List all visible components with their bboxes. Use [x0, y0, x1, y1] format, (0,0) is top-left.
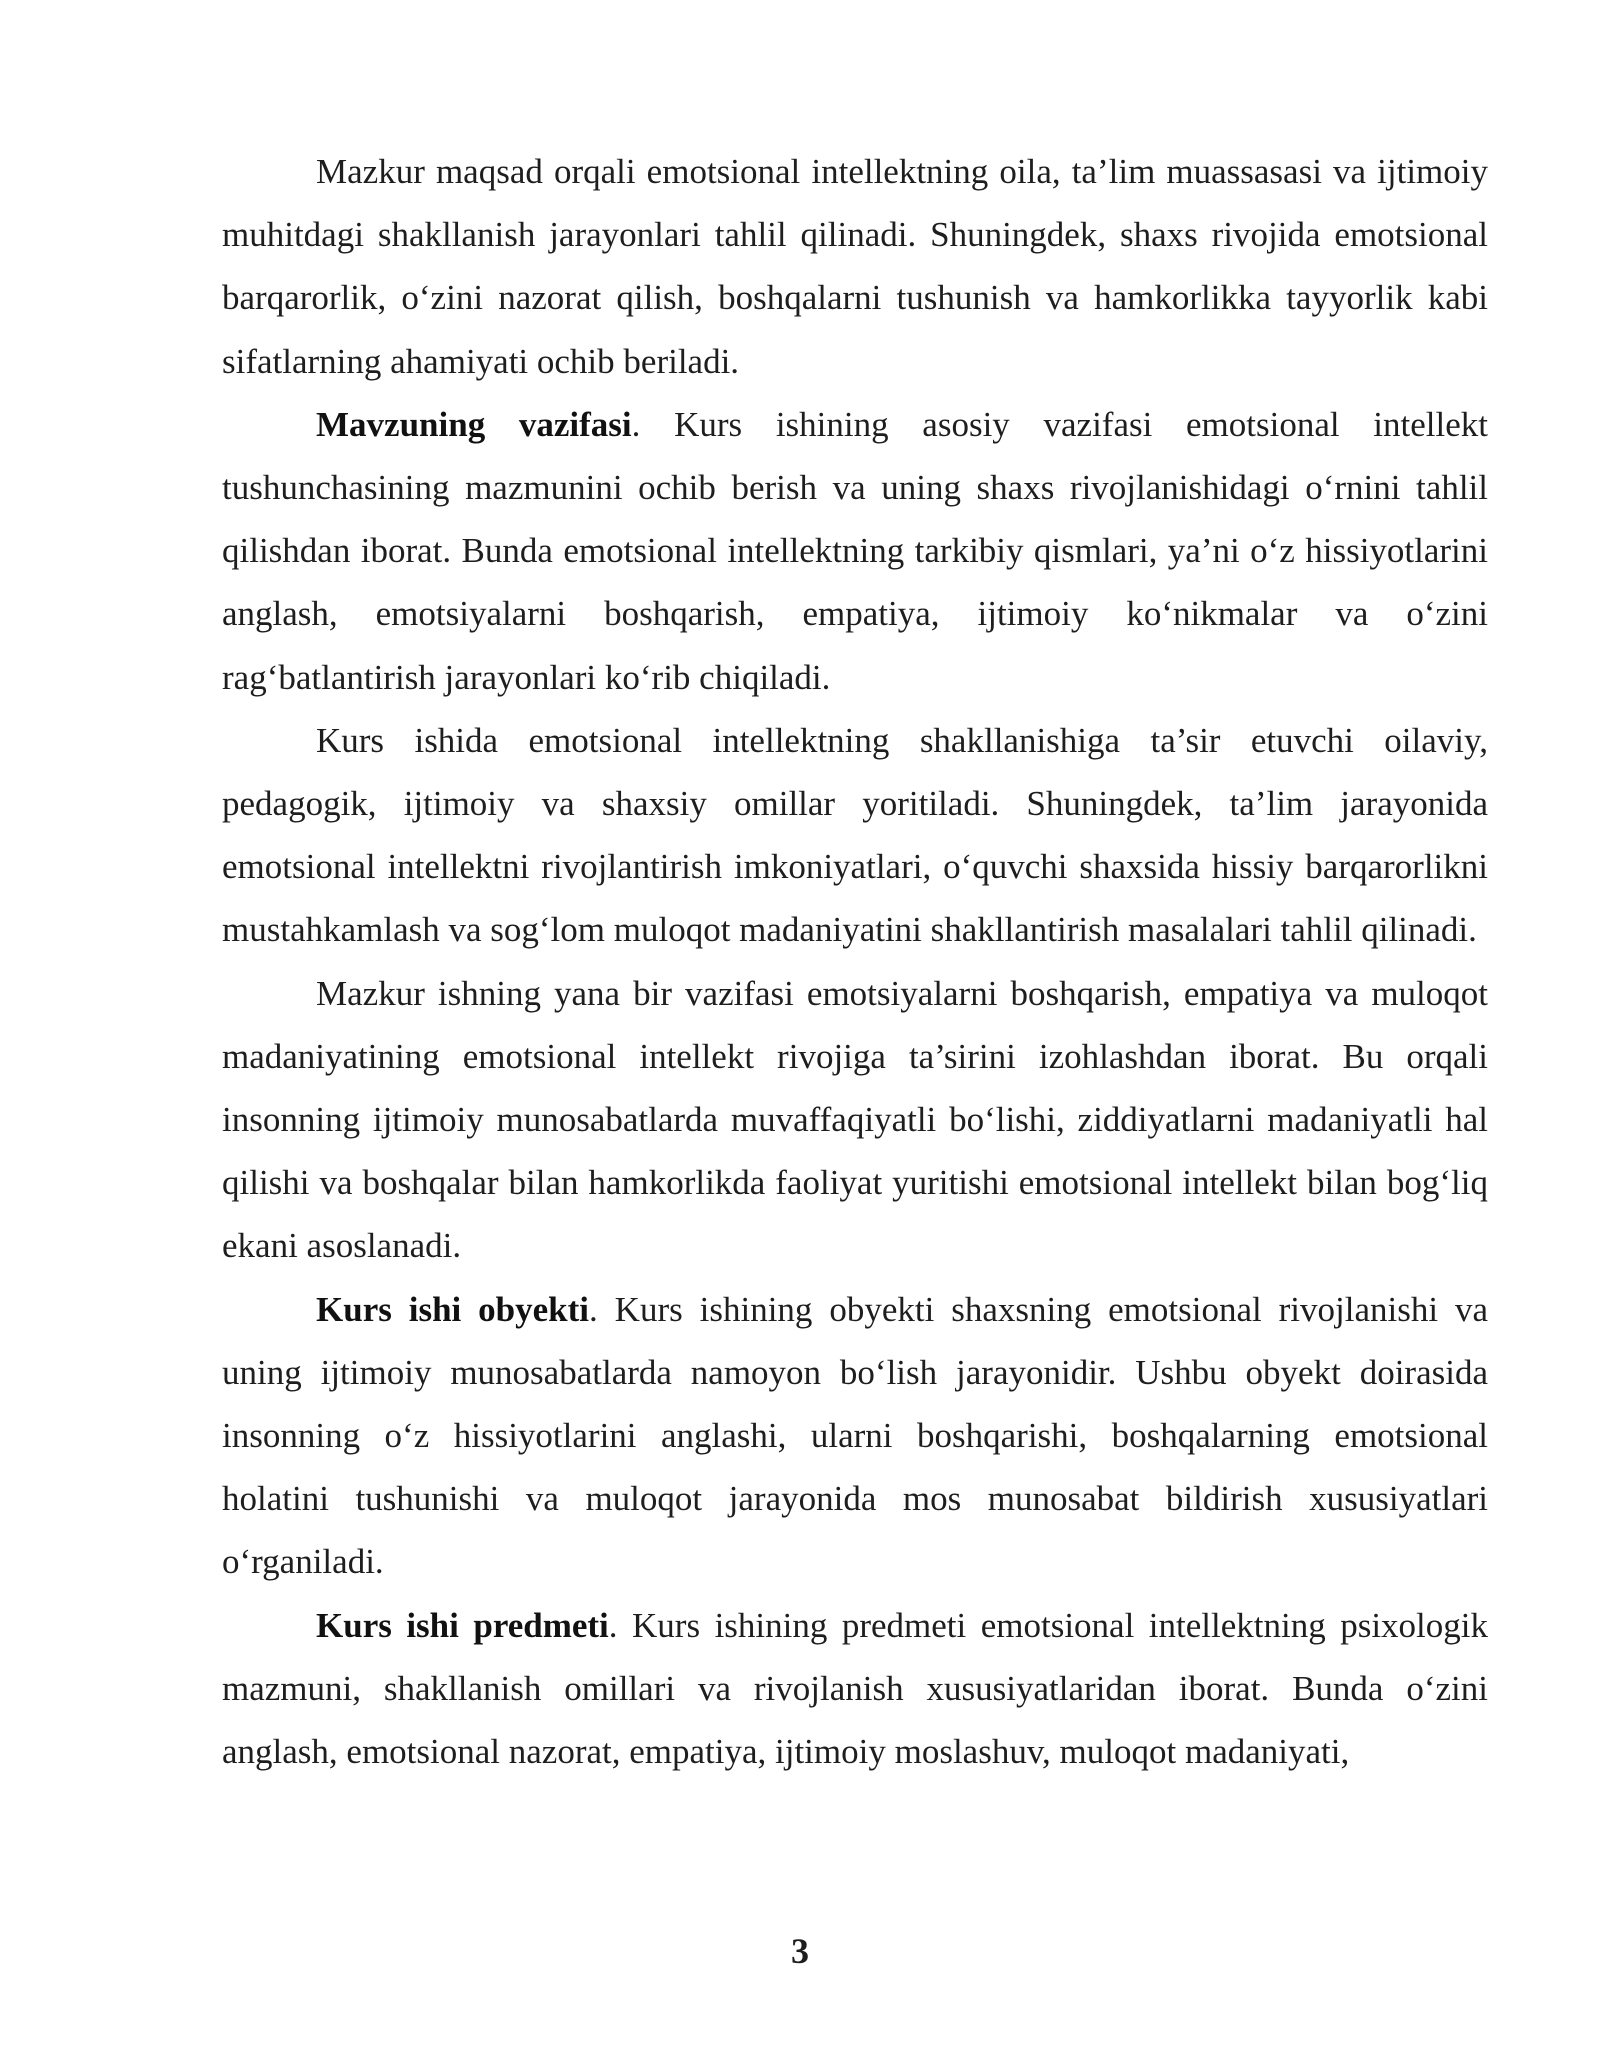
paragraph-factors — [222, 709, 1488, 962]
paragraph-heading-object: Kurs ishi obyekti — [316, 1289, 590, 1329]
paragraph-intro-goal — [222, 140, 1488, 393]
paragraph-task — [222, 393, 1488, 709]
paragraph-text: Kurs ishida emotsional intellektning shakllanishiga ta’sir etuvchi oilaviy, pedagogik, ijtimoiy va shaxsiy omillar yoritiladi. Shuningdek, ta’lim jarayonida emotsional intellektni rivojlantirish imkoniyatlari, o‘quvchi shaxsida hissiy barqarorlikni mustahkamlash va sog‘lom muloqot madaniyatini shakllantirish masalalari tahlil qilinadi. — [222, 720, 1488, 950]
paragraph-text: Mazkur ishning yana bir vazifasi emotsiyalarni boshqarish, empatiya va muloqot madaniyatining emotsional intellekt rivojiga ta’sirini izohlashdan iborat. Bu orqali insonning ijtimoiy munosabatlarda muvaffaqiyatli bo‘lishi, ziddiyatlarni madaniyatli hal qilishi va boshqalar bilan hamkorlikda faoliyat yuritishi emotsional intellekt bilan bog‘liq ekani asoslanadi. — [222, 973, 1488, 1266]
paragraph-subject — [222, 1594, 1488, 1784]
paragraph-text: . Kurs ishining predmeti emotsional intellektning psixologik mazmuni, shakllanish omillari va rivojlanish xususiyatlaridan iborat. Bunda o‘zini anglash, emotsional nazorat, empatiya, ijtimoiy moslashuv, muloqot madaniyati, — [222, 1605, 1488, 1772]
paragraph-text: Mazkur maqsad orqali emotsional intellektning oila, ta’lim muassasasi va ijtimoiy muhitdagi shakllanish jarayonlari tahlil qilinadi. Shuningdek, shaxs rivojida emotsional barqarorlik, o‘zini nazorat qilish, boshqalarni tushunish va hamkorlikka tayyorlik kabi sifatlarning ahamiyati ochib beriladi. — [222, 152, 1488, 381]
paragraph-text: . Kurs ishining asosiy vazifasi emotsional intellekt tushunchasining mazmunini ochib berish va uning shaxs rivojlanishidagi o‘rnini tahlil qilishdan iborat. Bunda emotsional intellektning tarkibiy qismlari, ya’ni o‘z hissiyotlarini anglash, emotsiyalarni boshqarish, empatiya, ijtimoiy ko‘nikmalar va o‘zini rag‘batlantirish jarayonlari ko‘rib chiqiladi. — [222, 404, 1488, 697]
body-text — [222, 140, 1488, 1783]
paragraph-object — [222, 1278, 1488, 1594]
paragraph-additional-task — [222, 962, 1488, 1278]
page-number: 3 — [791, 1931, 809, 1971]
paragraph-text: . Kurs ishining obyekti shaxsning emotsional rivojlanishi va uning ijtimoiy munosabatlarda namoyon bo‘lish jarayonidir. Ushbu obyekt doirasida insonning o‘z hissiyotlarini anglashi, ularni boshqarishi, boshqalarning emotsional holatini tushunishi va muloqot jarayonida mos munosabat bildirish xususiyatlari o‘rganiladi. — [222, 1289, 1488, 1582]
paragraph-heading-task: Mavzuning vazifasi — [316, 404, 632, 444]
paragraph-heading-subject: Kurs ishi predmeti — [316, 1605, 609, 1645]
